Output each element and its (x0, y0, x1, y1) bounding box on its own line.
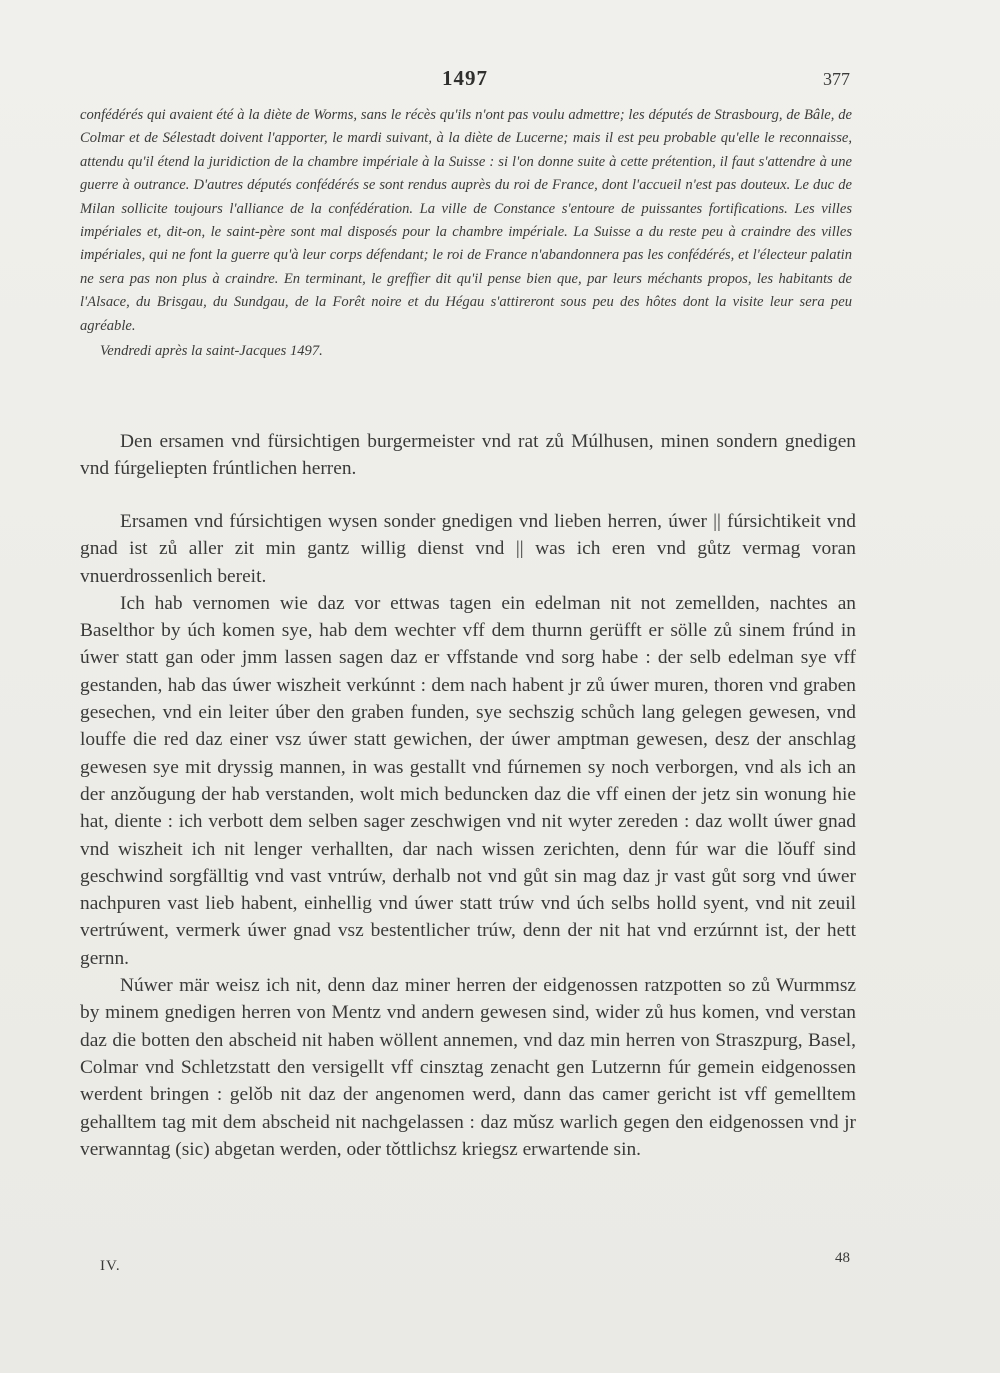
letter-address (80, 428, 856, 483)
letter-salutation: Ersamen vnd fúrsichtigen wysen sonder gnedigen vnd lieben herren, úwer || fúrsichtikeit vnd gnad ist zů aller zit min gantz willig dienst vnd || was ich eren vnd gůtz vermag voran vnuerdrossenlich bereit. (80, 511, 856, 587)
french-summary (80, 104, 852, 363)
page-number: 377 (823, 69, 850, 89)
letter-paragraph-2: Núwer mär weisz ich nit, denn daz miner herren der eidgenossen ratzpotten so zů Wurmmsz by minem gnedigen herren von Mentz vnd andern gewesen sind, wider zů hus komen, vnd verstan daz die botten den abscheid nit haben wöllent annemen, vnd daz min herren von Straszpurg, Basel, Colmar vnd Schletzstatt den versigellt vff cinsztag zenacht gen Lutzernn fúr gemein eidgenossen werdent bringen : gelǒb nit daz der angenomen werd, dann das camer gericht ist vff gemelltem gehalltem tag mit dem abscheid nit nachgelassen : daz mǔsz warlich gegen den eidgenossen vnd jr verwanntag (sic) abgetan werden, oder tǒttlichsz kriegsz erwartende sin. (80, 975, 856, 1160)
volume-number: IV. (100, 1258, 121, 1274)
page-header (80, 66, 850, 102)
letter-body (80, 508, 856, 1163)
signature-mark: 48 (835, 1250, 850, 1266)
summary-text: confédérés qui avaient été à la diète de Worms, sans le récès qu'ils n'ont pas voulu admettre; les députés de Strasbourg, de Bâle, de Colmar et de Sélestadt doivent l'apporter, le mardi suivant, à la diète de Lucerne; mais il est peu probable qu'elle le reconnaisse, attendu qu'il étend la juridiction de la chambre impériale à la Suisse : si l'on donne suite à cette prétention, il faut s'attendre à une guerre à outrance. D'autres députés confédérés se sont rendus auprès du roi de France, dont l'accueil n'est pas douteux. Le duc de Milan sollicite toujours l'alliance de la confédération. La ville de Constance s'entoure de puissantes fortifications. Les villes impériales et, dit-on, le saint-père sont mal disposés pour la chambre impériale. La Suisse a du reste peu à craindre des villes impériales, qui ne font la guerre qu'à leur corps défendant; le roi de France n'abandonnera pas les confédérés, et l'électeur palatin ne sera pas non plus à craindre. En terminant, le greffier dit qu'il pense bien que, par leurs méchants propos, les habitants de l'Alsace, du Brisgau, du Sundgau, de la Forêt noire et du Hégau s'attireront sous peu des hôtes dont la visite leur sera peu agréable. (80, 107, 852, 334)
summary-dateline: Vendredi après la saint-Jacques 1497. (100, 343, 323, 360)
address-text: Den ersamen vnd fürsichtigen burgermeister vnd rat zů Múlhusen, minen sondern gnedigen vnd fúrgeliepten frúntlichen herren. (80, 431, 856, 480)
running-head-year: 1497 (442, 66, 488, 90)
page-footer (80, 1250, 850, 1280)
letter-paragraph-1: Ich hab vernomen wie daz vor ettwas tagen ein edelman nit not zemellden, nachtes an Baselthor by úch komen sye, hab dem wechter vff dem thurnn gerüfft er sölle zů sinem frúnd in úwer statt gan oder jmm lassen sagen daz er vffstande vnd sorg habe : der selb edelman sye vff gestanden, hab das úwer wiszheit verkúnnt : dem nach habent jr zů úwer muren, thoren vnd graben gesechen, vnd ein leiter úber den graben funden, sye sechszig schůch lang gelegen gewesen, vnd louffe die red daz einer vsz úwer statt gewichen, der úwer amptman gewesen, desz der anschlag gewesen sye mit dryssig mannen, in was gestallt vnd fúrnemen sy noch verborgen, vnd als ich an der anzǒugung der hab verstanden, wolt mich beduncken daz die vff einen der jetz sin wonung hie hat, diente : ich verbott dem selben sager zeschwigen vnd nit wyter zereden : daz wollt úwer gnad vnd wiszheit ich nit lenger verhallten, dar nach wissen zerichten, denn fúr war die lǒuff sind geschwind sorgfälltig vnd vast vntrúw, derhalb not vnd gůt sin mag daz jr vast gůt sorg vnd úwer nachpuren vast lieb habent, einhellig vnd úwer statt trúw vnd úch selbs holld syent, vnd nit zeuil vertrúwent, vermerk úwer gnad vsz bestentlicher trúw, denn der nit hat vnd erzúrnnt ist, der hett gernn. (80, 592, 856, 969)
